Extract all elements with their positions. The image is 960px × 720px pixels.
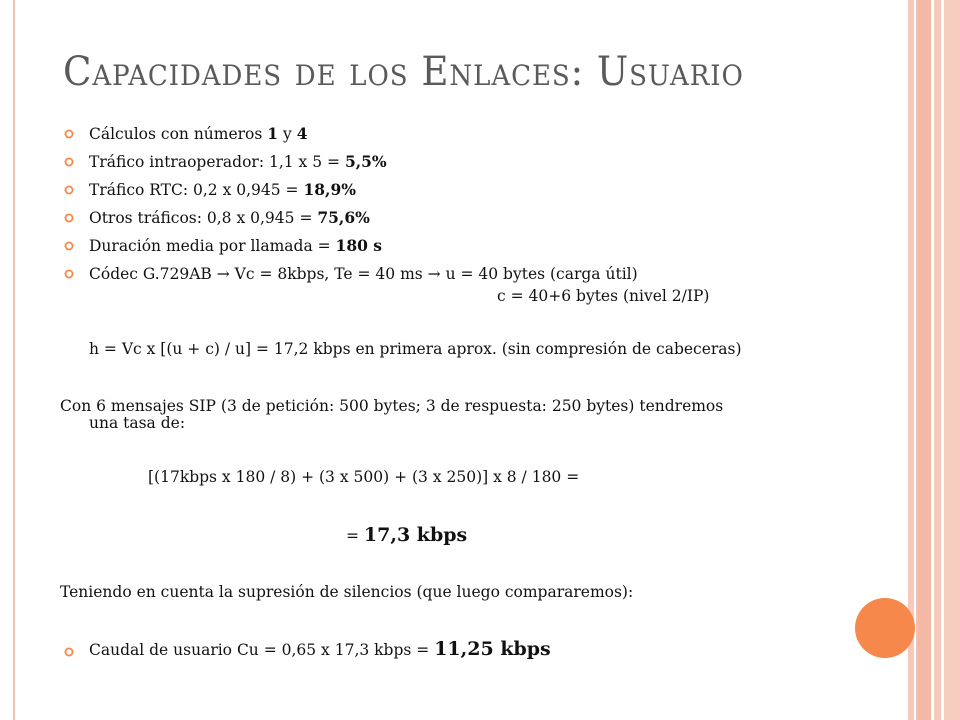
bullet-item <box>60 120 638 148</box>
bullet-bold: 75,6% <box>317 208 370 227</box>
slide-title: Capacidades de los Enlaces: Usuario <box>63 49 744 95</box>
bullet-list <box>60 120 638 288</box>
bullet-item <box>60 204 638 232</box>
bullet-bold: 18,9% <box>303 180 356 199</box>
caudal-value: 11,25 kbps <box>434 638 551 660</box>
bullet-text: Tráfico RTC: 0,2 x 0,945 = <box>89 181 304 199</box>
bullet-bold: 5,5% <box>344 152 387 171</box>
bullet-item <box>60 176 638 204</box>
result-prefix: = <box>346 527 364 545</box>
bullet-text: Cálculos con números <box>89 125 268 143</box>
bullet-ring-icon <box>64 185 74 195</box>
rate-formula: [(17kbps x 180 / 8) + (3 x 500) + (3 x 250)] x 8 / 180 = <box>148 468 580 486</box>
bullet-bold: 4 <box>296 124 308 143</box>
bullet-text: y <box>278 125 297 143</box>
bullet-bold: 180 s <box>335 236 383 255</box>
bullet-ring-icon <box>64 269 74 279</box>
stripe <box>934 0 941 720</box>
bullet-item <box>60 260 638 288</box>
bullet-item <box>60 148 638 176</box>
h-formula: h = Vc x [(u + c) / u] = 17,2 kbps en primera aprox. (sin compresión de cabeceras) <box>89 340 742 358</box>
rate-result <box>346 524 467 546</box>
bullet-text: Tráfico intraoperador: 1,1 x 5 = <box>89 153 345 171</box>
bullet-ring-icon <box>64 647 74 657</box>
bullet-ring-icon <box>64 241 74 251</box>
sip-text-line2: una tasa de: <box>89 414 186 432</box>
bullet-item <box>60 232 638 260</box>
stripe <box>917 0 931 720</box>
bullet-bold: 1 <box>267 124 279 143</box>
bullet-ring-icon <box>64 213 74 223</box>
bullet-text: Otros tráficos: 0,8 x 0,945 = <box>89 209 318 227</box>
silence-text: Teniendo en cuenta la supresión de silencios (que luego compararemos): <box>60 583 634 601</box>
slide-frame <box>13 0 918 720</box>
bullet-ring-icon <box>64 129 74 139</box>
stripe <box>944 0 960 720</box>
result-value: 17,3 kbps <box>363 524 468 546</box>
bullet-text: Códec G.729AB → Vc = 8kbps, Te = 40 ms → u = 40 bytes (carga útil) <box>89 265 638 283</box>
accent-circle <box>855 598 915 658</box>
bullet-ring-icon <box>64 157 74 167</box>
bullet-text: Duración media por llamada = <box>89 237 336 255</box>
caudal-text: Caudal de usuario Cu = 0,65 x 17,3 kbps = <box>89 641 435 659</box>
caudal-bullet <box>60 638 551 660</box>
sip-text-line1: Con 6 mensajes SIP (3 de petición: 500 bytes; 3 de respuesta: 250 bytes) tendremos <box>60 397 724 415</box>
c-definition: c = 40+6 bytes (nivel 2/IP) <box>497 287 710 305</box>
